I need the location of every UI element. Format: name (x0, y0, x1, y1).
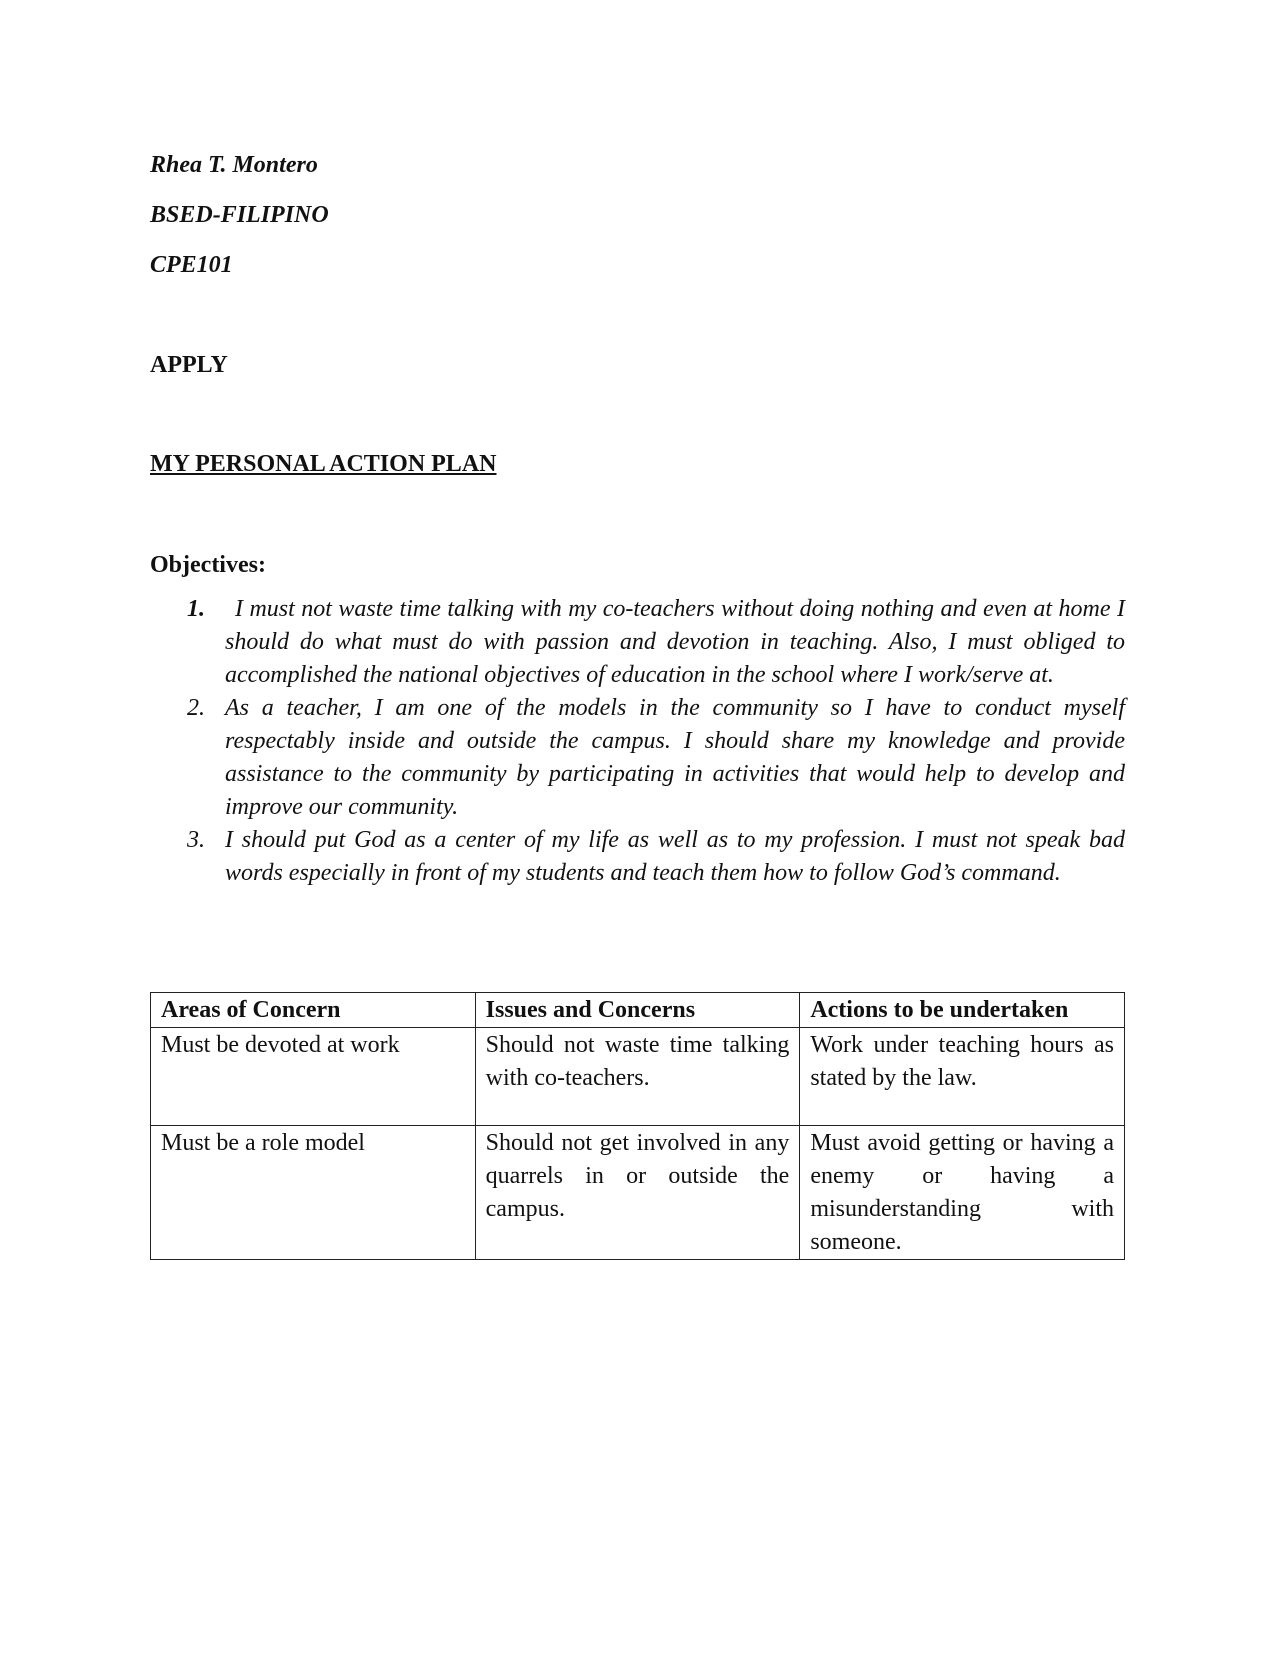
objective-item (150, 692, 1125, 824)
student-name: Rhea T. Montero (150, 152, 318, 178)
objective-number: 2. (187, 695, 205, 721)
table-row (151, 1028, 1125, 1126)
objectives-list (150, 593, 1125, 890)
table-row (151, 1126, 1125, 1260)
table-header-row (151, 993, 1125, 1028)
column-header-areas: Areas of Concern (151, 993, 476, 1028)
table-cell: Work under teaching hours as stated by the law. (800, 1028, 1125, 1126)
objective-item (150, 824, 1125, 890)
objective-text: As a teacher, I am one of the models in the community so I have to conduct myself respectably inside and outside the campus. I should share my knowledge and provide assistance to the community by participating in activities that would help to develop and improve our community. (225, 695, 1125, 820)
table-cell: Should not waste time talking with co-teachers. (475, 1028, 800, 1126)
column-header-actions: Actions to be undertaken (800, 993, 1125, 1028)
plan-title: MY PERSONAL ACTION PLAN (150, 451, 497, 477)
table-cell: Must avoid getting or having a enemy or having a misunderstanding with someone. (800, 1126, 1125, 1260)
objective-item (150, 593, 1125, 692)
objective-text: I should put God as a center of my life as well as to my profession. I must not speak bad words especially in front of my students and teach them how to follow God’s command. (225, 827, 1125, 886)
table-cell: Should not get involved in any quarrels in or outside the campus. (475, 1126, 800, 1260)
objectives-label: Objectives: (150, 552, 266, 578)
objective-text: I must not waste time talking with my co-teachers without doing nothing and even at home I should do what must do with passion and devotion in teaching. Also, I must obliged to accomplished the national objectives of education in the school where I work/serve at. (225, 596, 1125, 688)
section-label: APPLY (150, 352, 228, 378)
table-cell: Must be devoted at work (151, 1028, 476, 1126)
table-cell: Must be a role model (151, 1126, 476, 1260)
student-program: BSED-FILIPINO (150, 202, 329, 228)
action-plan-table (150, 992, 1125, 1260)
column-header-issues: Issues and Concerns (475, 993, 800, 1028)
course-code: CPE101 (150, 252, 233, 278)
objective-number: 1. (187, 596, 205, 622)
objective-number: 3. (187, 827, 205, 853)
